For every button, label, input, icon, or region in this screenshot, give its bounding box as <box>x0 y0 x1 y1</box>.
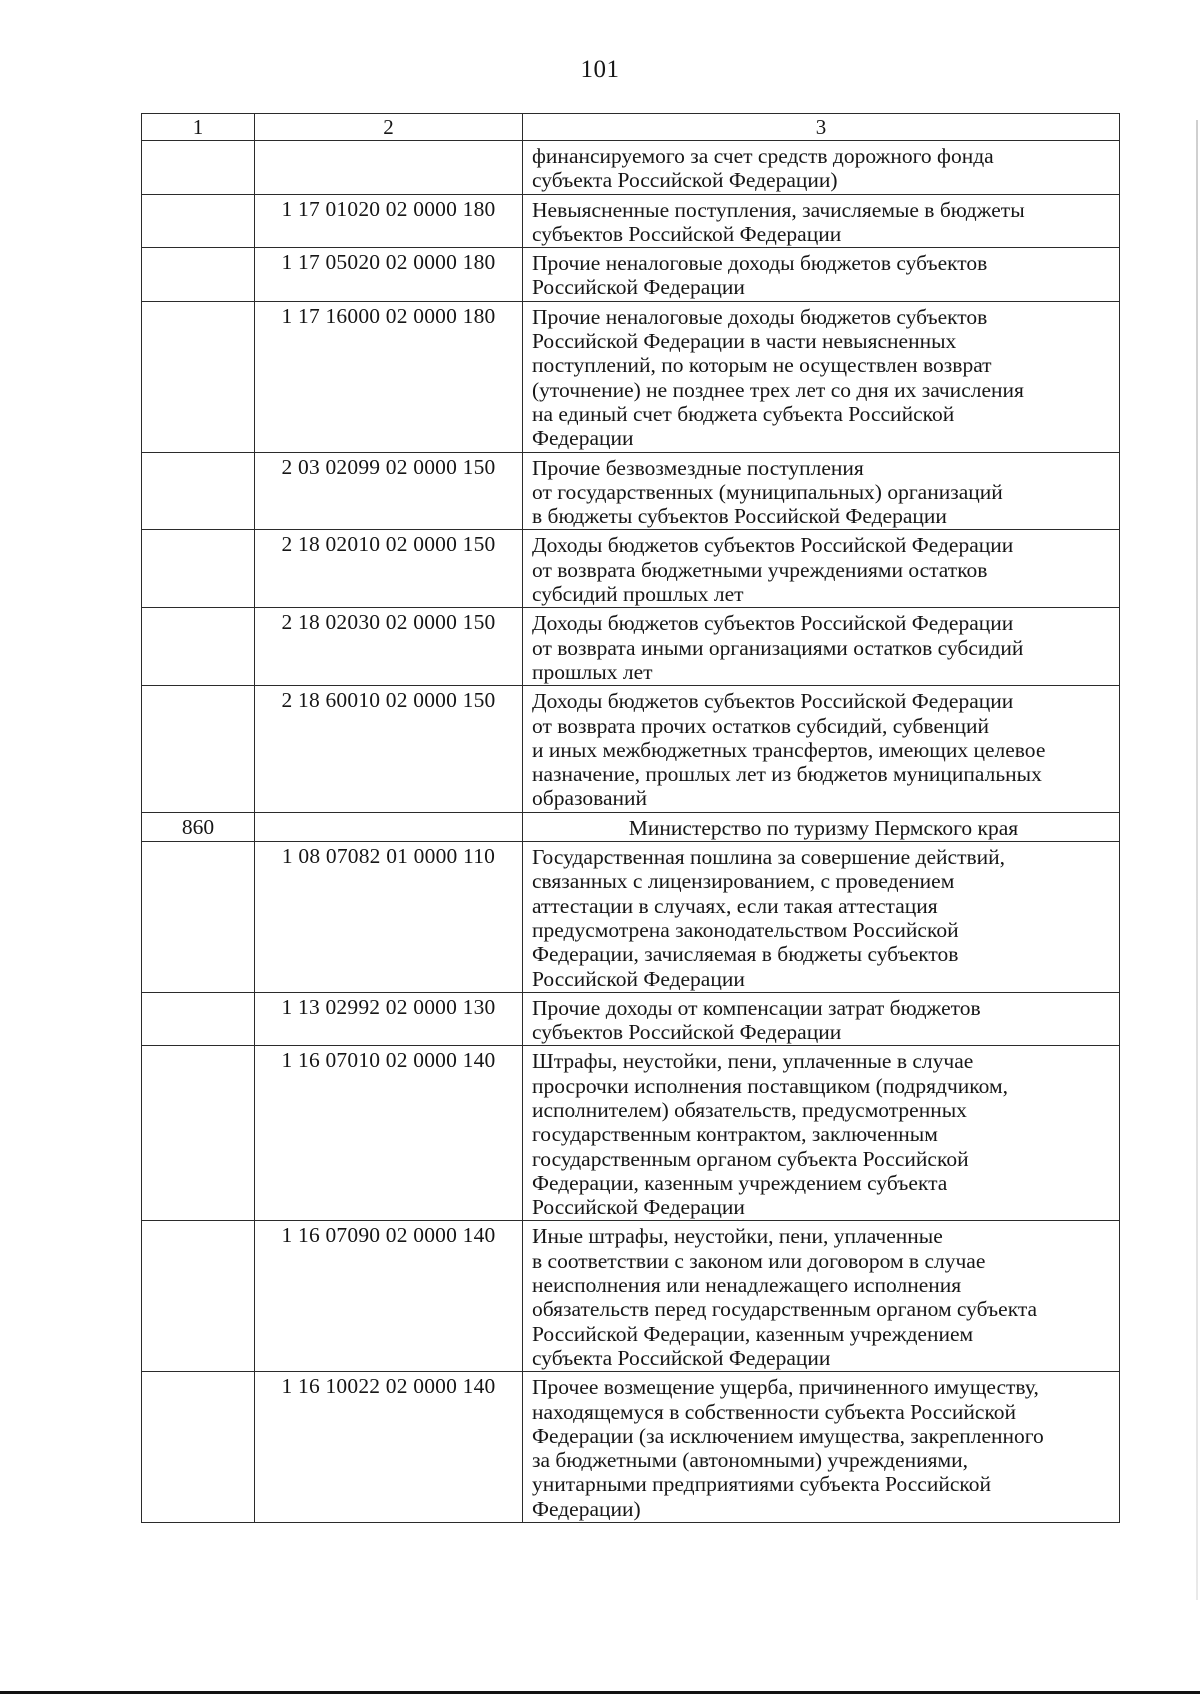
description-line: обязательств перед государственным органом субъекта <box>532 1297 1038 1322</box>
scan-edge-right <box>1196 120 1198 1600</box>
description-line: Доходы бюджетов субъектов Российской Федерации <box>532 611 1014 636</box>
revenue-description-cell <box>523 248 1120 302</box>
revenue-code-cell: 1 16 10022 02 0000 140 <box>255 1372 523 1523</box>
table-row <box>142 452 1120 530</box>
admin-code-cell <box>142 1221 255 1372</box>
description-line: Прочие неналоговые доходы бюджетов субъектов <box>532 304 988 329</box>
description-line: Федерации) <box>532 1496 641 1521</box>
description-line: связанных с лицензированием, с проведением <box>532 869 955 894</box>
description-line: исполнителем) обязательств, предусмотренных <box>532 1097 967 1122</box>
description-line: Прочие неналоговые доходы бюджетов субъектов <box>532 251 988 276</box>
description-line: от возврата иными организациями остатков субсидий <box>532 635 1024 660</box>
admin-code-cell <box>142 141 255 195</box>
admin-code-cell <box>142 1372 255 1523</box>
description-line: Невыясненные поступления, зачисляемые в бюджеты <box>532 197 1025 222</box>
description-line: субъекта Российской Федерации <box>532 1345 831 1370</box>
description-line: Прочие безвозмездные поступления <box>532 455 864 480</box>
description-line: финансируемого за счет средств дорожного фонда <box>532 144 994 168</box>
revenue-code-cell: 2 18 02010 02 0000 150 <box>255 530 523 608</box>
description-line: Федерации (за исключением имущества, закрепленного <box>532 1423 1044 1448</box>
revenue-code-cell: 1 16 07010 02 0000 140 <box>255 1046 523 1221</box>
table-row <box>142 530 1120 608</box>
admin-code-cell: 860 <box>142 812 255 841</box>
table-row <box>142 1046 1120 1221</box>
revenue-description-cell <box>523 1372 1120 1523</box>
revenue-code-cell: 1 13 02992 02 0000 130 <box>255 992 523 1046</box>
revenue-description-cell <box>523 992 1120 1046</box>
description-line: за бюджетными (автономными) учреждениями, <box>532 1448 969 1473</box>
page-number: 101 <box>580 56 620 83</box>
admin-code-cell <box>142 608 255 686</box>
admin-code-cell <box>142 686 255 812</box>
revenue-code-cell: 1 16 07090 02 0000 140 <box>255 1221 523 1372</box>
description-line: аттестации в случаях, если такая аттестация <box>532 893 938 918</box>
description-line: субъекта Российской Федерации) <box>532 168 838 193</box>
revenue-description-cell <box>523 530 1120 608</box>
description-line: образований <box>532 786 648 811</box>
table-row <box>142 194 1120 248</box>
table-row <box>142 141 1120 195</box>
description-line: Прочее возмещение ущерба, причиненного имуществу, <box>532 1375 1039 1400</box>
description-line: поступлений, по которым не осуществлен возврат <box>532 353 992 378</box>
admin-code-cell <box>142 1046 255 1221</box>
description-line: Доходы бюджетов субъектов Российской Федерации <box>532 689 1014 714</box>
table-row <box>142 686 1120 812</box>
revenue-description-cell <box>523 1046 1120 1221</box>
description-line: предусмотрена законодательством Российской <box>532 917 959 942</box>
description-line: Российской Федерации <box>532 1195 745 1220</box>
revenue-description-cell <box>523 608 1120 686</box>
description-line: Министерство по туризму Пермского края <box>628 815 1019 840</box>
description-line: и иных межбюджетных трансфертов, имеющих целевое <box>532 737 1046 762</box>
column-header-3: 3 <box>523 114 1120 141</box>
table-body <box>142 114 1120 1523</box>
description-line: на единый счет бюджета субъекта Российской <box>532 401 955 426</box>
description-line: государственным контрактом, заключенным <box>532 1122 938 1147</box>
description-line: Российской Федерации <box>532 966 745 991</box>
description-line: Государственная пошлина за совершение действий, <box>532 845 1006 870</box>
description-line: (уточнение) не позднее трех лет со дня их зачисления <box>532 377 1024 402</box>
revenue-code-cell: 2 18 60010 02 0000 150 <box>255 686 523 812</box>
revenue-description-cell <box>523 1221 1120 1372</box>
description-line: Федерации, казенным учреждением субъекта <box>532 1170 948 1195</box>
table-row <box>142 842 1120 993</box>
description-line: Российской Федерации, казенным учреждением <box>532 1321 974 1346</box>
description-line: Российской Федерации в части невыясненных <box>532 329 957 354</box>
description-line: назначение, прошлых лет из бюджетов муниципальных <box>532 762 1042 787</box>
header-row <box>142 114 1120 141</box>
description-line: неисполнения или ненадлежащего исполнения <box>532 1273 962 1298</box>
description-line: в соответствии с законом или договором в случае <box>532 1248 986 1273</box>
description-line: в бюджеты субъектов Российской Федерации <box>532 504 947 529</box>
revenue-description-cell <box>523 842 1120 993</box>
table-row <box>142 301 1120 452</box>
revenue-code-cell: 1 17 01020 02 0000 180 <box>255 194 523 248</box>
revenue-code-cell <box>255 812 523 841</box>
description-line: Штрафы, неустойки, пени, уплаченные в случае <box>532 1049 974 1074</box>
description-line: Прочие доходы от компенсации затрат бюджетов <box>532 995 981 1020</box>
ministry-name-cell <box>523 812 1120 841</box>
description-line: Федерации, зачисляемая в бюджеты субъектов <box>532 942 959 967</box>
column-header-1: 1 <box>142 114 255 141</box>
admin-code-cell <box>142 992 255 1046</box>
description-line: унитарными предприятиями субъекта Российской <box>532 1472 992 1497</box>
table-row <box>142 1221 1120 1372</box>
table-row <box>142 608 1120 686</box>
revenue-description-cell <box>523 141 1120 195</box>
description-line: находящемуся в собственности субъекта Российской <box>532 1399 1017 1424</box>
admin-code-cell <box>142 842 255 993</box>
revenue-description-cell <box>523 301 1120 452</box>
description-line: от возврата прочих остатков субсидий, субвенций <box>532 713 990 738</box>
description-line: прошлых лет <box>532 659 653 684</box>
description-line: от возврата бюджетными учреждениями остатков <box>532 557 988 582</box>
description-line: субъектов Российской Федерации <box>532 221 842 246</box>
description-line: государственным органом субъекта Российской <box>532 1146 969 1171</box>
revenue-code-cell: 1 17 16000 02 0000 180 <box>255 301 523 452</box>
table-row <box>142 992 1120 1046</box>
description-line: Доходы бюджетов субъектов Российской Федерации <box>532 533 1014 558</box>
description-line: субъектов Российской Федерации <box>532 1020 842 1045</box>
admin-code-cell <box>142 248 255 302</box>
revenue-description-cell <box>523 686 1120 812</box>
admin-code-cell <box>142 194 255 248</box>
description-line: просрочки исполнения поставщиком (подрядчиком, <box>532 1073 1008 1098</box>
admin-code-cell <box>142 530 255 608</box>
revenue-description-cell <box>523 452 1120 530</box>
admin-code-cell <box>142 301 255 452</box>
description-line: Иные штрафы, неустойки, пени, уплаченные <box>532 1224 943 1249</box>
table-row <box>142 248 1120 302</box>
revenue-code-cell: 1 17 05020 02 0000 180 <box>255 248 523 302</box>
admin-code-cell <box>142 452 255 530</box>
description-line: Федерации <box>532 426 634 451</box>
column-header-2: 2 <box>255 114 523 141</box>
table-row <box>142 812 1120 841</box>
revenue-code-cell: 2 18 02030 02 0000 150 <box>255 608 523 686</box>
table-row <box>142 1372 1120 1523</box>
description-line: Российской Федерации <box>532 275 745 300</box>
revenue-code-cell: 2 03 02099 02 0000 150 <box>255 452 523 530</box>
revenue-codes-table <box>141 113 1120 1523</box>
revenue-code-cell: 1 08 07082 01 0000 110 <box>255 842 523 993</box>
description-line: субсидий прошлых лет <box>532 582 744 607</box>
description-line: от государственных (муниципальных) организаций <box>532 479 1003 504</box>
revenue-code-cell <box>255 141 523 195</box>
revenue-description-cell <box>523 194 1120 248</box>
